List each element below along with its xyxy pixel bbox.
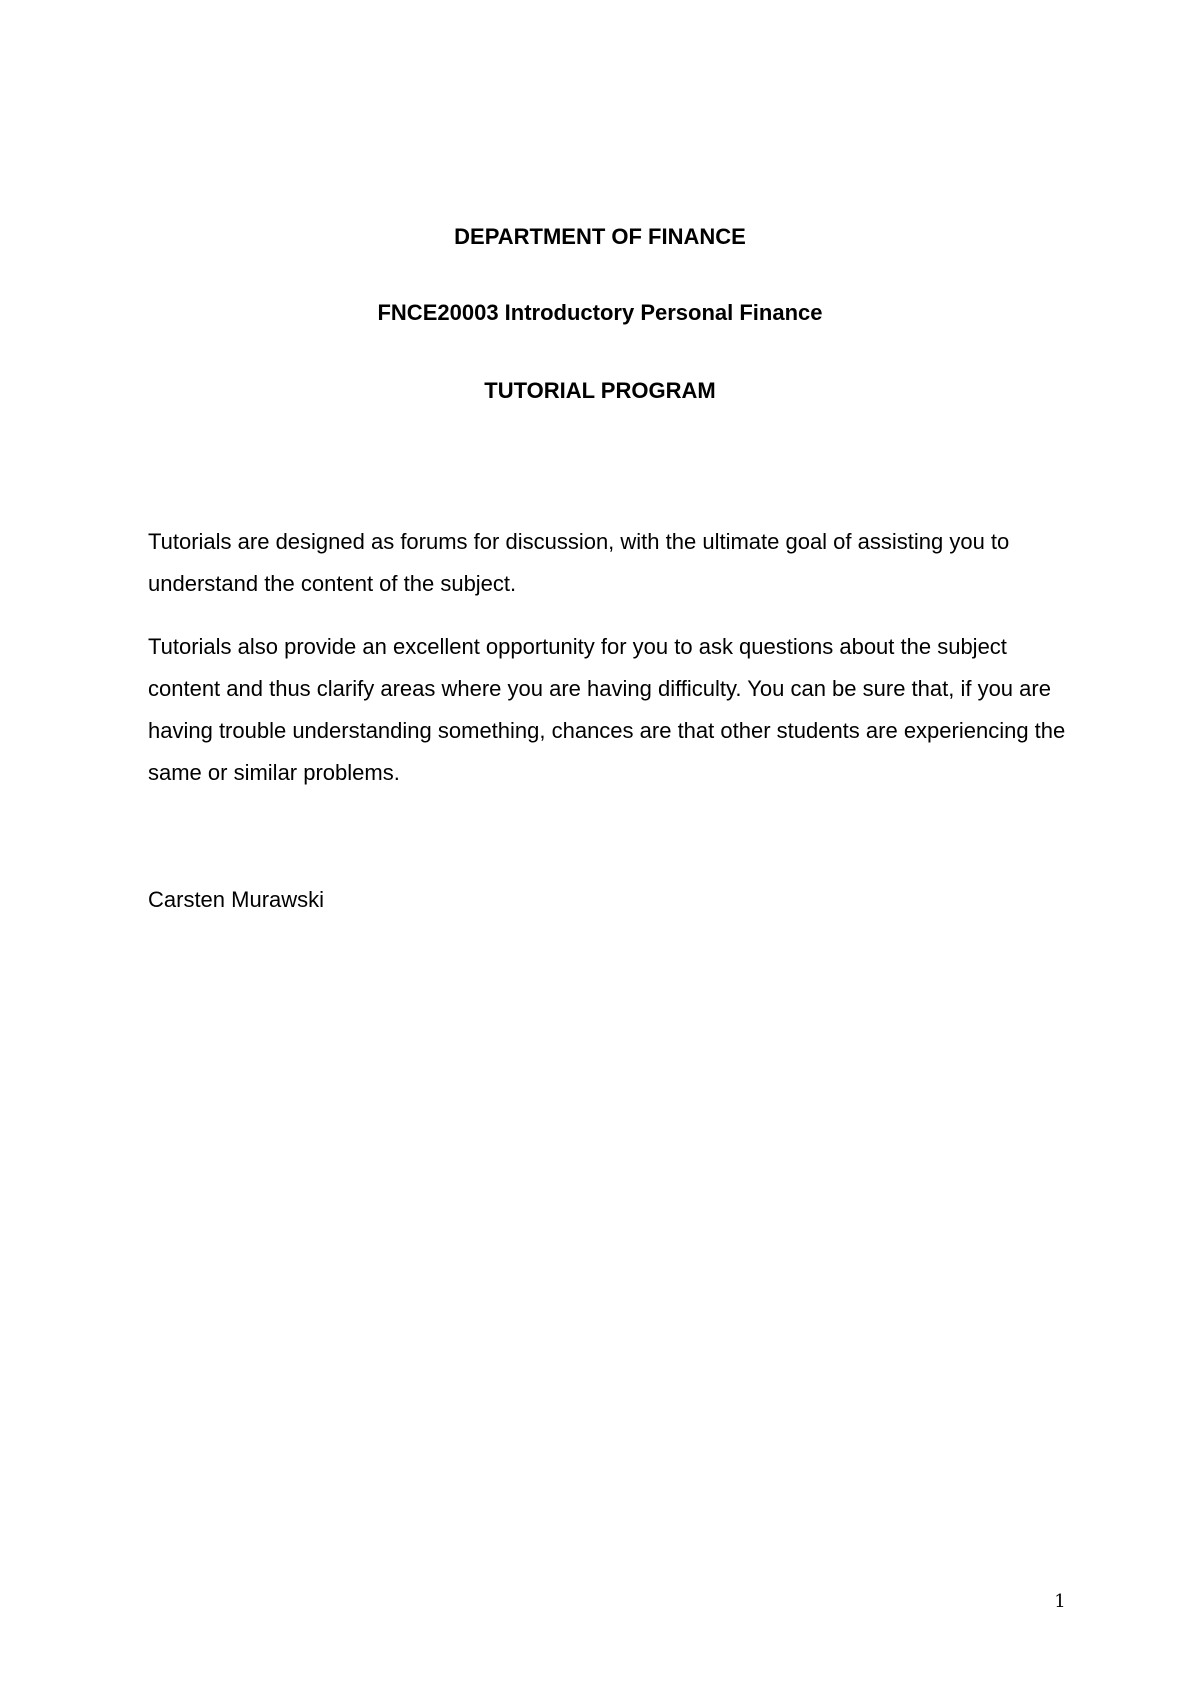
- department-heading: DEPARTMENT OF FINANCE: [454, 224, 746, 249]
- page-number: 1: [1054, 1591, 1066, 1612]
- opportunity-paragraph: Tutorials also provide an excellent opportunity for you to ask questions about the subject content and thus clarify areas where you are having difficulty. You can be sure that, if you are having trouble understanding something, chances are that other students are experiencing the same or similar problems.: [148, 634, 1066, 785]
- course-title: FNCE20003 Introductory Personal Finance: [377, 300, 823, 325]
- author-name: Carsten Murawski: [148, 887, 325, 912]
- intro-paragraph: Tutorials are designed as forums for discussion, with the ultimate goal of assisting you to understand the content of the subject.: [148, 529, 1010, 596]
- program-title: TUTORIAL PROGRAM: [484, 378, 716, 403]
